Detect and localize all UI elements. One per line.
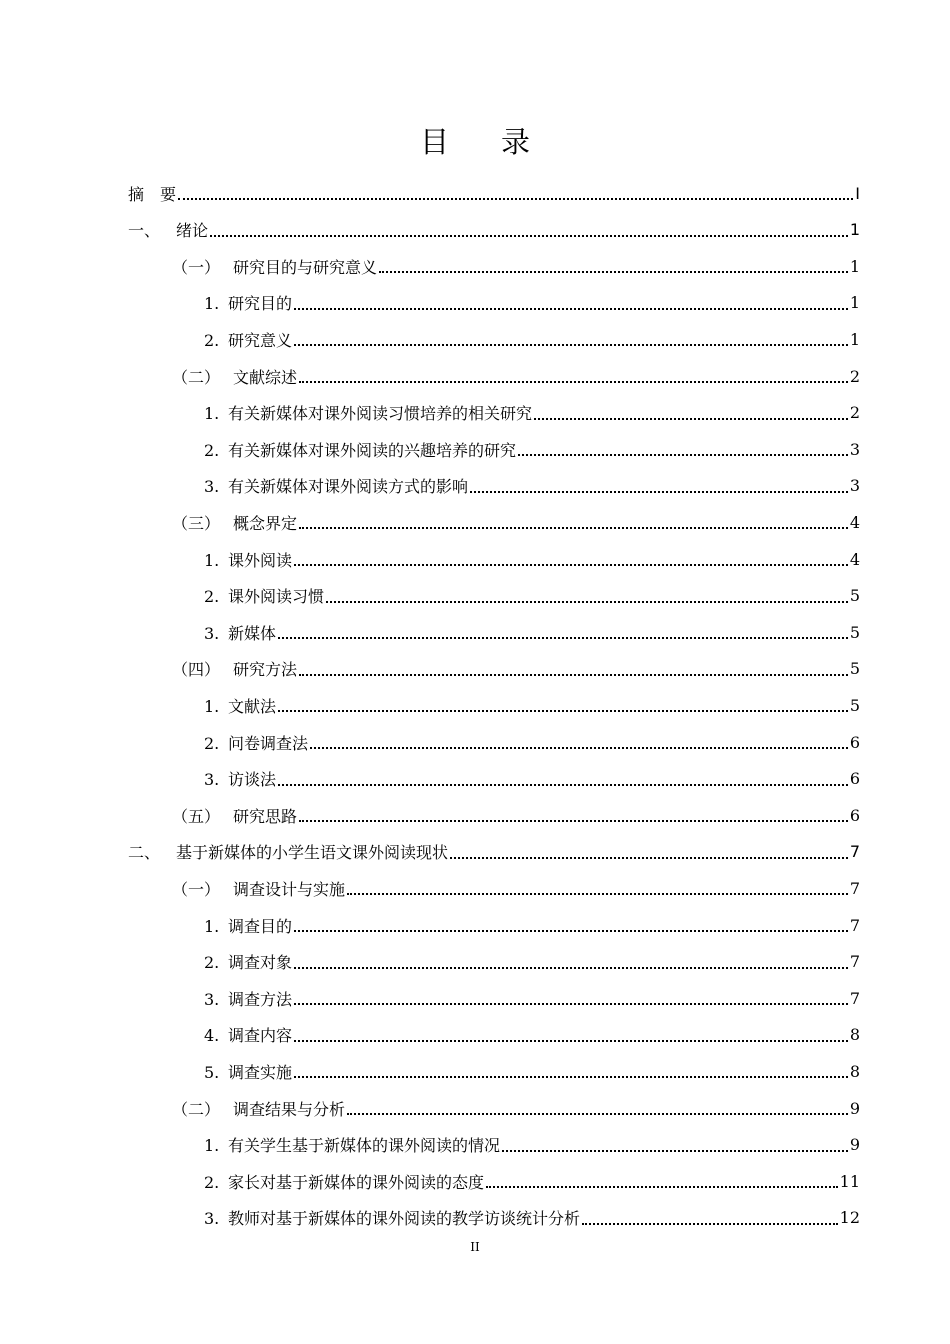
toc-entry[interactable] xyxy=(204,614,860,650)
toc-entry-text: 研究思路 xyxy=(233,806,298,826)
toc-leader-dots xyxy=(278,636,848,639)
toc-leader-dots xyxy=(278,709,848,712)
toc-entry-page: 7 xyxy=(849,842,860,862)
toc-entry-text: 新媒体 xyxy=(228,623,277,643)
toc-entry-text: 调查对象 xyxy=(228,953,293,973)
toc-leader-dots xyxy=(294,929,848,932)
toc-leader-dots xyxy=(502,1149,848,1152)
toc-leader-dots xyxy=(347,892,848,895)
toc-entry[interactable] xyxy=(204,431,860,467)
toc-entry[interactable] xyxy=(172,870,860,906)
toc-entry-label xyxy=(172,511,297,534)
toc-entry-page: 1 xyxy=(849,220,860,240)
toc-entry-page: 1 xyxy=(849,293,860,313)
toc-entry-number: 3. xyxy=(204,1209,220,1229)
toc-entry[interactable] xyxy=(172,651,860,687)
toc-entry-label xyxy=(172,877,345,900)
toc-entry[interactable] xyxy=(204,1053,860,1089)
toc-entry-label xyxy=(204,584,324,607)
toc-entry[interactable] xyxy=(204,761,860,797)
toc-entry-label xyxy=(204,621,276,644)
toc-leader-dots xyxy=(294,1039,848,1042)
toc-leader-dots xyxy=(534,417,848,420)
toc-leader-dots xyxy=(582,1222,838,1225)
toc-entry-label xyxy=(172,1097,345,1120)
toc-leader-dots xyxy=(294,343,848,346)
toc-entry[interactable] xyxy=(172,358,860,394)
toc-entry[interactable] xyxy=(172,797,860,833)
toc-leader-dots xyxy=(470,490,848,493)
toc-entry-page: 9 xyxy=(849,1098,860,1118)
toc-entry[interactable] xyxy=(204,724,860,760)
toc-entry-label xyxy=(204,328,292,351)
toc-entry-page: 5 xyxy=(849,622,860,642)
toc-entry-number: 1. xyxy=(204,294,220,314)
toc-entry[interactable] xyxy=(204,395,860,431)
toc-entry-label xyxy=(204,694,276,717)
toc-entry-number: 4. xyxy=(204,1026,220,1046)
toc-entry-text: 调查实施 xyxy=(228,1062,293,1082)
toc-entry-label xyxy=(204,987,292,1010)
toc-entry[interactable] xyxy=(204,1017,860,1053)
toc-leader-dots xyxy=(294,1075,848,1078)
toc-entry-text: 有关新媒体对课外阅读习惯培养的相关研究 xyxy=(228,404,533,424)
toc-entry-page: 8 xyxy=(849,1025,860,1045)
toc-entry-label xyxy=(204,950,292,973)
toc-entry-label xyxy=(204,438,516,461)
toc-entry-text: 调查设计与实施 xyxy=(233,879,346,899)
toc-entry-number: （二） xyxy=(172,1099,221,1119)
toc-entry-page: 9 xyxy=(849,1135,860,1155)
toc-entry[interactable] xyxy=(204,578,860,614)
toc-entry[interactable] xyxy=(128,175,860,211)
toc-leader-dots xyxy=(486,1185,838,1188)
toc-entry-page: 4 xyxy=(849,512,860,532)
toc-entry-label xyxy=(128,182,176,205)
toc-entry-text: 家长对基于新媒体的课外阅读的态度 xyxy=(228,1172,485,1192)
toc-entry-label xyxy=(204,731,308,754)
toc-entry[interactable] xyxy=(204,1200,860,1236)
toc-entry[interactable] xyxy=(204,1127,860,1163)
toc-leader-dots xyxy=(326,600,848,603)
toc-entry-number: 2. xyxy=(204,440,220,460)
toc-entry-number: （三） xyxy=(172,513,221,533)
toc-entry-page: 1 xyxy=(849,256,860,276)
toc-leader-dots xyxy=(518,453,848,456)
toc-entry-number: （四） xyxy=(172,660,221,680)
toc-entry[interactable] xyxy=(172,504,860,540)
toc-entry-text: 绪论 xyxy=(176,221,209,241)
toc-leader-dots xyxy=(299,673,848,676)
toc-entry-label xyxy=(128,840,448,863)
toc-entry[interactable] xyxy=(204,980,860,1016)
toc-entry-page: I xyxy=(855,183,860,203)
toc-entry-label xyxy=(172,365,297,388)
toc-leader-dots xyxy=(178,197,853,200)
toc-entry-text: 研究意义 xyxy=(228,330,293,350)
toc-entry-page: 4 xyxy=(849,549,860,569)
toc-leader-dots xyxy=(294,1002,848,1005)
toc-entry-text: 研究方法 xyxy=(233,660,298,680)
toc-entry[interactable] xyxy=(204,907,860,943)
toc-entry-label xyxy=(204,291,292,314)
toc-entry-page: 3 xyxy=(849,476,860,496)
toc-entry-text: 基于新媒体的小学生语文课外阅读现状 xyxy=(176,843,449,863)
toc-entry-label xyxy=(128,218,208,241)
toc-entry-label xyxy=(204,1060,292,1083)
toc-entry-text: 研究目的 xyxy=(228,294,293,314)
toc-entry-text: 调查方法 xyxy=(228,989,293,1009)
toc-entry-number: 3. xyxy=(204,989,220,1009)
toc-entry-label xyxy=(204,914,292,937)
toc-entry-number: 2. xyxy=(204,1172,220,1192)
toc-entry-page: 7 xyxy=(849,952,860,972)
toc-entry[interactable] xyxy=(172,248,860,284)
toc-entry-number: 5. xyxy=(204,1062,220,1082)
toc-entry[interactable] xyxy=(172,1090,860,1126)
toc-entry-label xyxy=(204,401,532,424)
toc-entry-number: （一） xyxy=(172,879,221,899)
toc-entry-number: 1. xyxy=(204,916,220,936)
toc-entry-label xyxy=(204,1206,580,1229)
toc-leader-dots xyxy=(379,270,848,273)
toc-entry[interactable] xyxy=(204,541,860,577)
toc-entry-page: 7 xyxy=(849,915,860,935)
toc-leader-dots xyxy=(278,783,848,786)
toc-entry-text: 问卷调查法 xyxy=(228,733,309,753)
toc-entry-label xyxy=(204,1133,500,1156)
toc-entry-number: 二、 xyxy=(128,843,161,863)
toc-entry-text: 调查目的 xyxy=(228,916,293,936)
toc-entry-page: 6 xyxy=(849,805,860,825)
toc-entry-number: 1. xyxy=(204,1136,220,1156)
toc-entry-text: 研究目的与研究意义 xyxy=(233,257,378,277)
toc-leader-dots xyxy=(299,526,848,529)
toc-entry[interactable] xyxy=(128,212,860,248)
toc-entry-page: 7 xyxy=(849,878,860,898)
toc-entry-text: 课外阅读习惯 xyxy=(228,587,325,607)
toc-entry-label xyxy=(172,255,377,278)
toc-entry-page: 5 xyxy=(849,586,860,606)
toc-entry-label xyxy=(172,657,297,680)
toc-leader-dots xyxy=(310,746,848,749)
toc-entry-label xyxy=(204,1023,292,1046)
toc-entry-number: （一） xyxy=(172,257,221,277)
toc-entry-page: 6 xyxy=(849,769,860,789)
toc-entry[interactable] xyxy=(204,285,860,321)
toc-leader-dots xyxy=(299,819,848,822)
toc-entry-page: 11 xyxy=(839,1171,860,1191)
toc-entry-text: 教师对基于新媒体的课外阅读的教学访谈统计分析 xyxy=(228,1209,581,1229)
toc-entry-text: 调查内容 xyxy=(228,1026,293,1046)
toc-entry-page: 3 xyxy=(849,439,860,459)
toc-entry-page: 7 xyxy=(849,988,860,1008)
toc-title: 目录 xyxy=(419,125,582,159)
toc-entry-text: 课外阅读 xyxy=(228,550,293,570)
toc-leader-dots xyxy=(210,234,848,237)
toc-entry-number: 1. xyxy=(204,696,220,716)
toc-entry-label xyxy=(204,548,292,571)
toc-entry-text: 有关学生基于新媒体的课外阅读的情况 xyxy=(228,1136,501,1156)
toc-entry-text: 访谈法 xyxy=(228,770,277,790)
toc-entry-page: 5 xyxy=(849,659,860,679)
toc-leader-dots xyxy=(294,966,848,969)
toc-entry-number: 1. xyxy=(204,404,220,424)
toc-entry-text: 文献法 xyxy=(228,696,277,716)
toc-entry[interactable] xyxy=(204,687,860,723)
toc-entry-number: 3. xyxy=(204,477,220,497)
toc-entry-page: 2 xyxy=(849,366,860,386)
toc-entry-number: 摘 要 xyxy=(128,184,177,204)
toc-entry-label xyxy=(204,1170,484,1193)
toc-entry-page: 1 xyxy=(849,329,860,349)
toc-entry-number: 1. xyxy=(204,550,220,570)
toc-entry-label xyxy=(204,767,276,790)
toc-entry[interactable] xyxy=(204,1163,860,1199)
toc-entry-number: （五） xyxy=(172,806,221,826)
toc-entry-page: 5 xyxy=(849,695,860,715)
toc-entry[interactable] xyxy=(204,321,860,357)
toc-leader-dots xyxy=(299,380,848,383)
toc-entry-number: 2. xyxy=(204,733,220,753)
toc-leader-dots xyxy=(450,856,848,859)
toc-entry-page: 12 xyxy=(839,1208,860,1228)
toc-entry-page: 2 xyxy=(849,403,860,423)
toc-entry-label xyxy=(172,804,297,827)
toc-entry-number: 2. xyxy=(204,587,220,607)
toc-entry[interactable] xyxy=(204,944,860,980)
page-number: II xyxy=(470,1240,480,1254)
toc-entry-number: 3. xyxy=(204,623,220,643)
toc-entry-text: 有关新媒体对课外阅读方式的影响 xyxy=(228,477,469,497)
toc-entry[interactable] xyxy=(204,468,860,504)
toc-entry-text: 调查结果与分析 xyxy=(233,1099,346,1119)
toc-entry-number: 2. xyxy=(204,953,220,973)
toc-entry-label xyxy=(204,474,468,497)
toc-entry-number: 3. xyxy=(204,770,220,790)
toc-entry-text: 概念界定 xyxy=(233,513,298,533)
toc-entry-page: 6 xyxy=(849,732,860,752)
toc-leader-dots xyxy=(294,307,848,310)
toc-entry-page: 8 xyxy=(849,1061,860,1081)
toc-entry-text: 文献综述 xyxy=(233,367,298,387)
toc-entry-text: 有关新媒体对课外阅读的兴趣培养的研究 xyxy=(228,440,517,460)
toc-leader-dots xyxy=(347,1112,848,1115)
toc-entry[interactable] xyxy=(128,834,860,870)
toc-entry-number: 2. xyxy=(204,330,220,350)
toc-leader-dots xyxy=(294,563,848,566)
toc-entry-number: （二） xyxy=(172,367,221,387)
toc-entry-number: 一、 xyxy=(128,221,161,241)
